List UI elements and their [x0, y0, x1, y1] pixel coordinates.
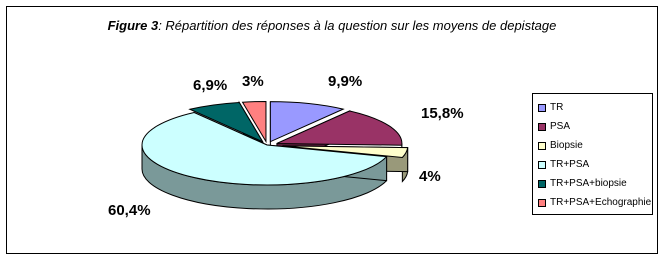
legend-label: PSA: [550, 121, 571, 132]
data-label-tr-psa-echographie: 3%: [242, 73, 264, 90]
legend-item-tr-psa-echographie: [538, 193, 652, 212]
legend-swatch: [538, 104, 546, 112]
legend-item-tr: [538, 98, 652, 117]
legend-swatch: [538, 199, 546, 207]
legend-label: TR+PSA+biopsie: [550, 178, 627, 189]
legend-swatch: [538, 180, 546, 188]
legend-item-biopsie: [538, 136, 652, 155]
data-label-tr: 9,9%: [328, 73, 363, 90]
title-text: : Répartition des réponses à la question sur les moyens de depistage: [158, 18, 557, 33]
data-label-tr-psa-biopsie: 6,9%: [193, 77, 228, 94]
legend-swatch: [538, 161, 546, 169]
legend-swatch: [538, 142, 546, 150]
chart-legend: [532, 93, 653, 215]
legend-swatch: [538, 123, 546, 131]
legend-item-tr-psa-biopsie: [538, 174, 652, 193]
figure-number: Figure 3: [107, 18, 159, 33]
chart-frame: [6, 6, 658, 254]
legend-label: TR+PSA: [550, 159, 590, 170]
legend-label: TR: [550, 102, 564, 113]
legend-label: TR+PSA+Echographie: [550, 197, 652, 208]
data-label-psa: 15,8%: [421, 105, 464, 122]
data-label-biopsie: 4%: [419, 168, 441, 185]
legend-label: Biopsie: [550, 140, 583, 151]
data-label-tr-psa: 60,4%: [108, 202, 151, 219]
legend-item-tr-psa: [538, 155, 652, 174]
legend-item-psa: [538, 117, 652, 136]
